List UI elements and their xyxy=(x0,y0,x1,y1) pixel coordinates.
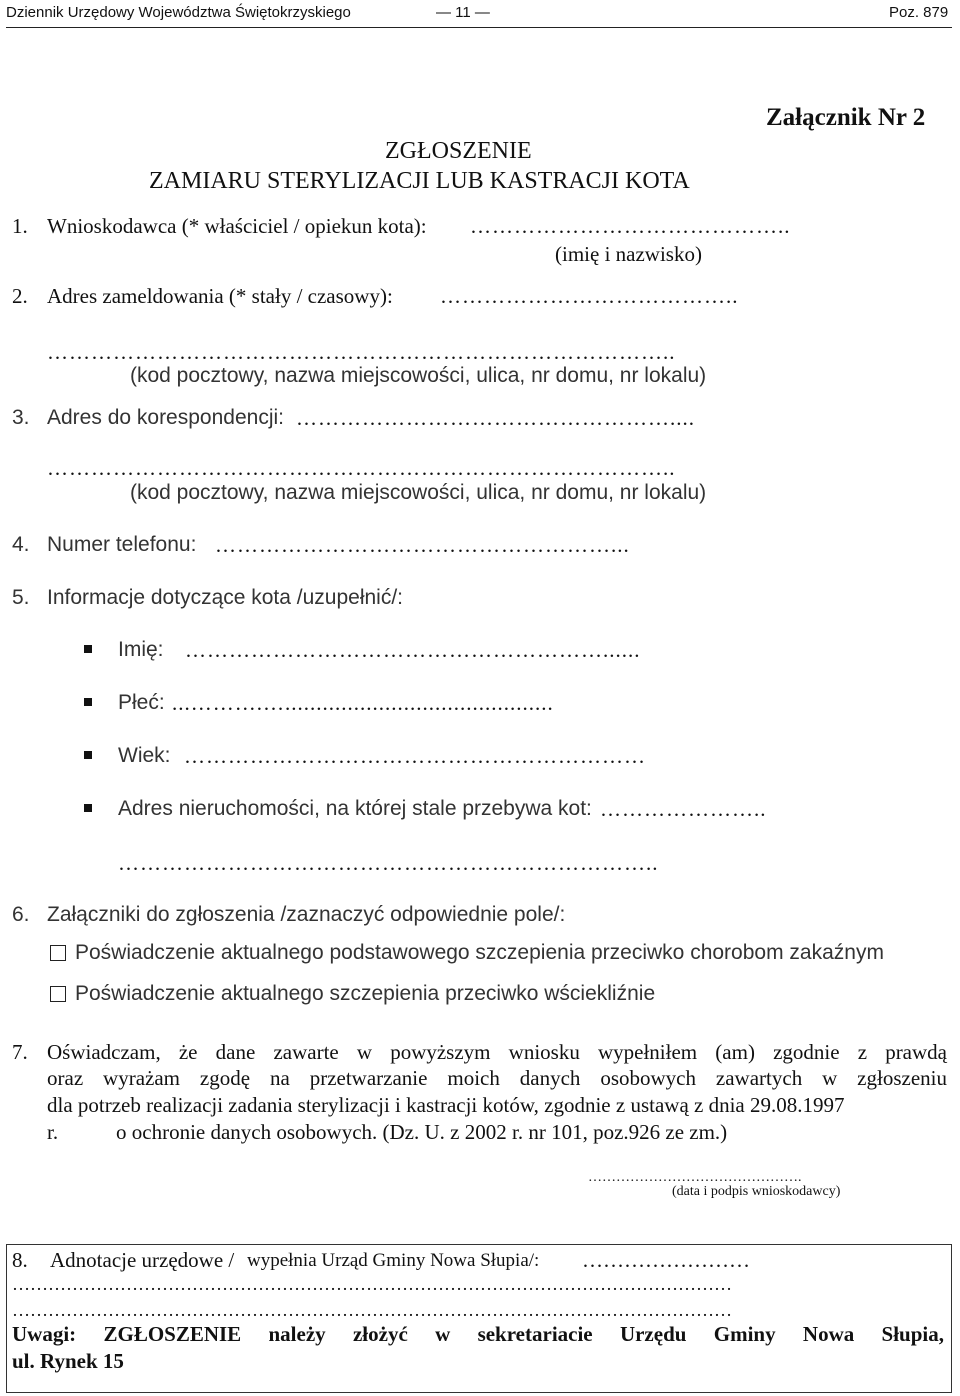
correspondence-address-field[interactable]: …………………………………………….... xyxy=(296,406,695,430)
header-rule xyxy=(6,27,952,28)
cat-name-field[interactable]: …………………………………………………...... xyxy=(185,638,641,662)
item-4-label: Numer telefonu: xyxy=(47,533,197,556)
attachment-2-label: Poświadczenie aktualnego szczepienia przeciwko wściekliźnie xyxy=(75,982,656,1005)
bullet-icon xyxy=(84,804,92,812)
cat-name-label: Imię: xyxy=(118,638,164,661)
item-1-label: Wnioskodawca (* właściciel / opiekun kota): xyxy=(47,214,427,238)
item-2-label: Adres zameldowania (* stały / czasowy): xyxy=(47,284,393,308)
item-4-number: 4. xyxy=(12,533,30,556)
cat-address-field-line2[interactable]: ……………………………………………………………….. xyxy=(118,851,659,875)
cat-age-field[interactable]: ……………………………………………………… xyxy=(184,744,646,768)
registered-address-field[interactable]: ………………………………….. xyxy=(440,284,739,308)
bullet-icon xyxy=(84,751,92,759)
item-8-label-b: wypełnia Urząd Gminy Nowa Słupia/: xyxy=(247,1250,540,1271)
item-7-number: 7. xyxy=(12,1040,28,1064)
item-5-number: 5. xyxy=(12,586,30,609)
form-title-line1: ZGŁOSZENIE xyxy=(385,138,532,164)
cat-age-label: Wiek: xyxy=(118,744,171,767)
official-notes-field-line2[interactable]: ………………………………………………………………………………………………………… xyxy=(12,1274,732,1294)
statement-line-4a: r. xyxy=(47,1120,59,1144)
signature-caption: (data i podpis wnioskodawcy) xyxy=(672,1184,841,1199)
box-right-border xyxy=(951,1244,952,1392)
bullet-icon xyxy=(84,698,92,706)
statement-line-1: Oświadczam, że dane zawarte w powyższym wniosku wypełniłem (am) zgodnie z prawdą xyxy=(47,1040,947,1064)
signature-field[interactable]: ………………………………………. xyxy=(588,1170,802,1185)
form-title-line2: ZAMIARU STERYLIZACJI LUB KASTRACJI KOTA xyxy=(149,168,690,194)
annex-label: Załącznik Nr 2 xyxy=(766,104,926,131)
item-2-number: 2. xyxy=(12,284,28,308)
submission-note-line-2: ul. Rynek 15 xyxy=(12,1349,124,1373)
journal-title: Dziennik Urzędowy Województwa Świętokrzyskiego xyxy=(6,4,351,21)
cat-address-field[interactable]: ………………….. xyxy=(600,797,767,821)
cat-sex-label: Płeć: xyxy=(118,691,165,714)
phone-number-field[interactable]: ………………………………………………... xyxy=(215,533,630,557)
applicant-name-field[interactable]: …………………………………….. xyxy=(470,214,791,238)
statement-line-3: dla potrzeb realizacji zadania sterylizacji i kastracji kotów, zgodnie z ustawą z dnia 29.08.1997 xyxy=(47,1093,845,1117)
item-6-label: Załączniki do zgłoszenia /zaznaczyć odpowiednie pole/: xyxy=(47,903,566,926)
item-3-number: 3. xyxy=(12,406,30,429)
box-bottom-border xyxy=(6,1392,952,1393)
item-3-hint: (kod pocztowy, nazwa miejscowości, ulica, nr domu, nr lokalu) xyxy=(130,481,707,504)
cat-address-label: Adres nieruchomości, na której stale przebywa kot: xyxy=(118,797,592,820)
submission-note-line-1: Uwagi: ZGŁOSZENIE należy złożyć w sekretariacie Urzędu Gminy Nowa Słupia, xyxy=(12,1322,944,1346)
official-notes-field-line3[interactable]: ………………………………………………………………………………………………………… xyxy=(12,1300,732,1320)
item-8-number: 8. xyxy=(12,1248,28,1272)
cat-sex-field[interactable]: ...……….…........................................... xyxy=(172,691,554,715)
item-1-hint: (imię i nazwisko) xyxy=(555,242,702,266)
item-8-label-a: Adnotacje urzędowe / xyxy=(50,1248,235,1272)
vaccination-rabies-checkbox[interactable] xyxy=(50,986,66,1002)
correspondence-address-field-line2[interactable]: ………………………………………………………………………….. xyxy=(47,456,676,480)
item-2-hint: (kod pocztowy, nazwa miejscowości, ulica, nr domu, nr lokalu) xyxy=(130,364,707,387)
item-3-label: Adres do korespondencji: xyxy=(47,406,284,429)
item-6-number: 6. xyxy=(12,903,30,926)
box-top-border xyxy=(6,1244,952,1245)
page-number: — 11 — xyxy=(436,4,490,21)
registered-address-field-line2[interactable]: ………………………………………………………………………….. xyxy=(47,340,676,364)
official-notes-field[interactable]: …………………… xyxy=(582,1248,750,1272)
attachment-1-label: Poświadczenie aktualnego podstawowego szczepienia przeciwko chorobom zakaźnym xyxy=(75,941,884,964)
item-5-label: Informacje dotyczące kota /uzupełnić/: xyxy=(47,586,404,609)
statement-line-4b: o ochronie danych osobowych. (Dz. U. z 2002 r. nr 101, poz.926 ze zm.) xyxy=(116,1120,728,1144)
box-left-border xyxy=(6,1244,7,1392)
vaccination-basic-checkbox[interactable] xyxy=(50,945,66,961)
item-1-number: 1. xyxy=(12,214,28,238)
bullet-icon xyxy=(84,645,92,653)
statement-line-2: oraz wyrażam zgodę na przetwarzanie moich danych osobowych zawartych w zgłoszeniu xyxy=(47,1066,947,1090)
position-number: Poz. 879 xyxy=(889,4,949,21)
